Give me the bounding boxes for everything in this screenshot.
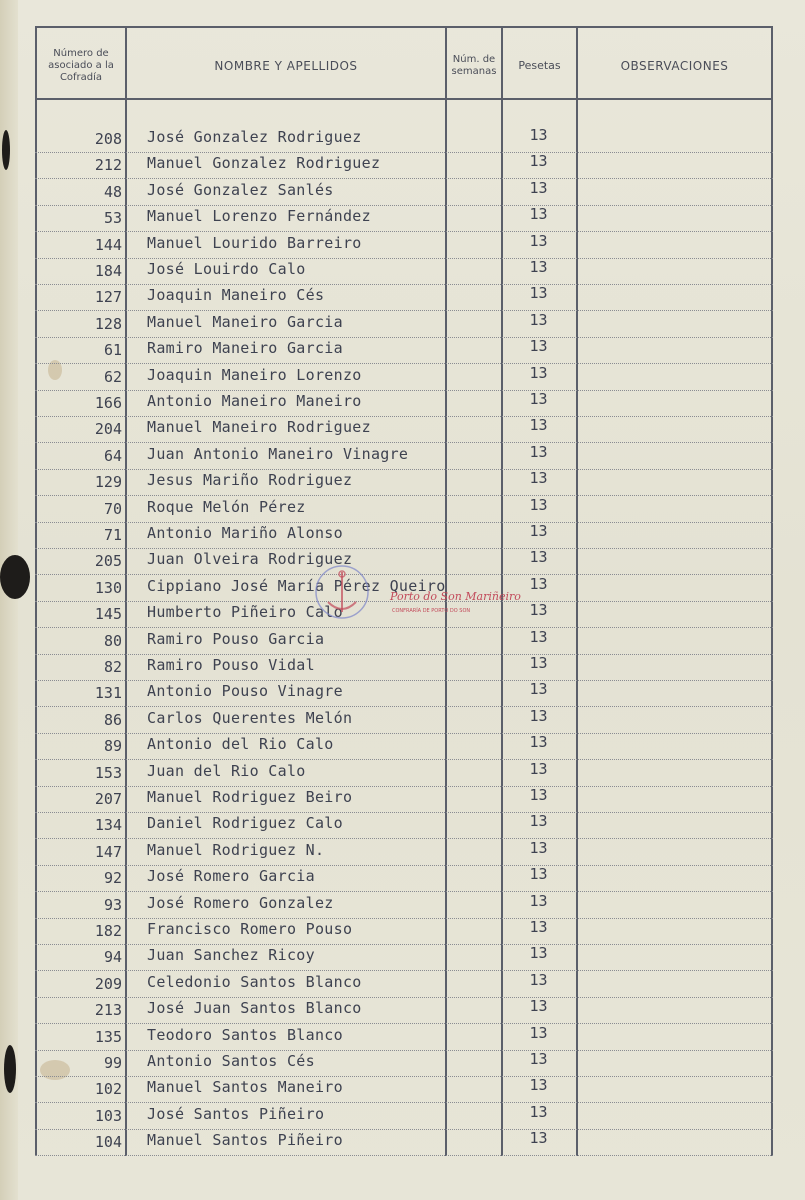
member-name: José Gonzalez Sanlés	[147, 180, 334, 199]
pesetas-amount: 13	[529, 918, 548, 936]
member-number: 82	[103, 658, 122, 676]
table-row	[35, 364, 773, 391]
member-number: 147	[94, 842, 122, 861]
stamp-title: Porto do Son Mariñeiro	[390, 590, 521, 603]
table-row	[35, 416, 773, 443]
member-name: Joaquin Maneiro Cés	[147, 286, 325, 305]
ink-blot	[0, 555, 30, 599]
table-row	[35, 232, 773, 259]
member-number: 129	[94, 473, 122, 492]
pesetas-amount: 13	[529, 1023, 548, 1042]
member-name: Ramiro Maneiro Garcia	[147, 339, 343, 358]
pesetas-amount: 13	[529, 205, 548, 224]
member-name: Antonio Pouso Vinagre	[147, 682, 343, 701]
member-number: 209	[94, 974, 122, 993]
header-weeks	[447, 32, 501, 100]
member-number: 130	[94, 578, 122, 597]
pesetas-amount: 13	[529, 1129, 548, 1148]
member-number: 127	[94, 288, 122, 307]
table-row	[35, 1050, 773, 1077]
member-name: Juan Olveira Rodriguez	[147, 550, 353, 569]
member-number: 53	[103, 209, 122, 228]
cofradia-stamp	[310, 562, 521, 622]
header-pesetas-text: Pesetas	[518, 59, 561, 72]
member-name: Roque Melón Pérez	[147, 497, 306, 516]
member-name: Antonio del Rio Calo	[147, 735, 334, 754]
member-number: 102	[94, 1080, 122, 1099]
table-row	[35, 126, 773, 153]
table-row	[35, 179, 773, 206]
pesetas-amount: 13	[529, 733, 548, 752]
member-number: 80	[103, 631, 122, 650]
page-edge	[0, 0, 18, 1200]
table-row	[35, 892, 773, 919]
member-name: Manuel Maneiro Rodriguez	[147, 418, 371, 437]
pesetas-amount: 13	[529, 416, 548, 435]
pesetas-amount: 13	[529, 390, 548, 408]
member-name: Manuel Lorenzo Fernández	[147, 207, 371, 226]
table-row	[35, 628, 773, 655]
member-name: Teodoro Santos Blanco	[147, 1025, 343, 1044]
pesetas-amount: 13	[529, 495, 548, 514]
member-name: Manuel Santos Maneiro	[147, 1078, 343, 1097]
pesetas-amount: 13	[529, 838, 548, 857]
table-row	[35, 337, 773, 364]
member-number: 64	[103, 446, 122, 465]
member-name: Manuel Santos Piñeiro	[147, 1131, 343, 1150]
pesetas-amount: 13	[529, 310, 548, 329]
table-row	[35, 469, 773, 496]
member-name: Francisco Romero Pouso	[147, 920, 353, 938]
member-name: Manuel Rodriguez Beiro	[147, 788, 353, 806]
member-name: Manuel Lourido Barreiro	[147, 233, 362, 252]
pesetas-amount: 13	[529, 1050, 548, 1068]
table-row	[35, 812, 773, 839]
table-row	[35, 522, 773, 549]
table-row	[35, 839, 773, 866]
member-name: José Romero Garcia	[147, 867, 315, 886]
member-name: Humberto Piñeiro Calo	[147, 603, 343, 622]
pesetas-amount: 13	[529, 178, 548, 197]
member-number: 99	[103, 1054, 122, 1072]
pesetas-amount: 13	[529, 548, 548, 567]
table-row	[35, 390, 773, 417]
pesetas-amount: 13	[529, 152, 548, 171]
header-pesetas	[503, 32, 576, 100]
member-name: José Santos Piñeiro	[147, 1104, 325, 1123]
header-name	[127, 32, 445, 100]
table-row	[35, 707, 773, 734]
pesetas-amount: 13	[529, 627, 548, 646]
header-number-text: Número de asociado a la Cofradía	[48, 48, 114, 83]
member-name: Manuel Maneiro Garcia	[147, 312, 343, 331]
member-name: Jesus Mariño Rodriguez	[147, 471, 353, 490]
pesetas-amount: 13	[529, 944, 548, 963]
table-row	[35, 865, 773, 892]
table-row	[35, 205, 773, 232]
member-name: Juan Antonio Maneiro Vinagre	[147, 444, 409, 463]
pesetas-amount: 13	[529, 759, 548, 778]
member-number: 145	[94, 605, 122, 624]
stamp-subtitle: CONFRARÍA DE PORTO DO SON	[392, 608, 471, 614]
table-row	[35, 760, 773, 787]
member-number: 131	[94, 684, 122, 703]
pesetas-amount: 13	[529, 442, 548, 461]
pesetas-amount: 13	[529, 654, 548, 672]
member-name: Juan Sanchez Ricoy	[147, 946, 315, 965]
member-number: 166	[94, 394, 122, 412]
table-row	[35, 1076, 773, 1103]
member-name: Juan del Rio Calo	[147, 761, 306, 780]
member-number: 182	[94, 922, 122, 940]
member-number: 207	[94, 790, 122, 808]
pesetas-amount: 13	[529, 522, 548, 540]
table-row	[35, 496, 773, 523]
member-name: Celedonio Santos Blanco	[147, 972, 362, 991]
member-number: 86	[103, 710, 122, 729]
member-number: 92	[103, 869, 122, 888]
table-row	[35, 1129, 773, 1156]
member-name: Joaquin Maneiro Lorenzo	[147, 365, 362, 384]
ink-blot	[2, 130, 10, 170]
member-name: Cippiano José María Pérez Queiro	[147, 576, 446, 595]
ink-blot	[4, 1045, 16, 1093]
table-row	[35, 971, 773, 998]
pesetas-amount: 13	[529, 680, 548, 699]
header-observations	[578, 32, 771, 100]
pesetas-amount: 13	[529, 1102, 548, 1121]
member-name: Manuel Rodriguez N.	[147, 840, 325, 859]
pesetas-amount: 13	[529, 1076, 548, 1095]
pesetas-amount: 13	[529, 706, 548, 725]
member-number: 70	[103, 499, 122, 518]
pesetas-amount: 13	[529, 970, 548, 989]
header-number	[39, 32, 123, 100]
table-row	[35, 786, 773, 813]
member-number: 135	[94, 1027, 122, 1046]
table-row	[35, 944, 773, 971]
table-row	[35, 733, 773, 760]
anchor-seal-icon	[310, 562, 380, 622]
member-number: 144	[94, 235, 122, 254]
table-row	[35, 258, 773, 285]
member-name: Ramiro Pouso Garcia	[147, 629, 325, 648]
member-name: Manuel Gonzalez Rodriguez	[147, 154, 381, 173]
member-number: 48	[103, 182, 122, 201]
table-row	[35, 443, 773, 470]
member-name: Antonio Mariño Alonso	[147, 524, 343, 542]
pesetas-amount: 13	[529, 786, 548, 804]
member-name: Carlos Querentes Melón	[147, 708, 353, 727]
member-number: 128	[94, 314, 122, 333]
pesetas-amount: 13	[529, 601, 548, 620]
member-number: 89	[103, 737, 122, 756]
pesetas-amount: 13	[529, 469, 548, 488]
pesetas-amount: 13	[529, 231, 548, 250]
member-name: Ramiro Pouso Vidal	[147, 656, 315, 674]
member-number: 212	[94, 156, 122, 175]
pesetas-amount: 13	[529, 891, 548, 910]
member-name: José Juan Santos Blanco	[147, 999, 362, 1018]
member-name: José Louirdo Calo	[147, 260, 306, 278]
member-number: 103	[94, 1106, 122, 1125]
pesetas-amount: 13	[529, 363, 548, 382]
member-number: 184	[94, 262, 122, 280]
table-row	[35, 152, 773, 179]
member-number: 208	[94, 130, 122, 148]
header-name-text: NOMBRE Y APELLIDOS	[214, 59, 358, 73]
table-row	[35, 680, 773, 707]
pesetas-amount: 13	[529, 574, 548, 593]
member-number: 205	[94, 552, 122, 571]
header-observations-text: OBSERVACIONES	[620, 59, 729, 73]
member-number: 153	[94, 763, 122, 782]
member-number: 213	[94, 1001, 122, 1020]
member-number: 71	[103, 526, 122, 544]
member-number: 93	[103, 895, 122, 914]
table-row	[35, 654, 773, 681]
header-weeks-text: Núm. de semanas	[451, 54, 497, 77]
member-number: 62	[103, 367, 122, 386]
member-number: 94	[103, 948, 122, 967]
member-name: Daniel Rodriguez Calo	[147, 814, 343, 833]
pesetas-amount: 13	[529, 812, 548, 831]
member-name: José Romero Gonzalez	[147, 893, 334, 912]
top-border	[35, 26, 773, 28]
pesetas-amount: 13	[529, 258, 548, 276]
table-row	[35, 1103, 773, 1130]
table-row	[35, 997, 773, 1024]
table-row	[35, 284, 773, 311]
member-number: 61	[103, 341, 122, 360]
pesetas-amount: 13	[529, 284, 548, 303]
pesetas-amount: 13	[529, 337, 548, 356]
pesetas-amount: 13	[529, 865, 548, 884]
member-number: 104	[94, 1133, 122, 1152]
member-name: José Gonzalez Rodriguez	[147, 128, 362, 146]
member-name: Antonio Santos Cés	[147, 1052, 315, 1070]
table-row	[35, 1024, 773, 1051]
member-number: 204	[94, 420, 122, 439]
table-row	[35, 311, 773, 338]
member-name: Antonio Maneiro Maneiro	[147, 392, 362, 410]
pesetas-amount: 13	[529, 126, 548, 144]
member-number: 134	[94, 816, 122, 835]
pesetas-amount: 13	[529, 997, 548, 1016]
table-row	[35, 918, 773, 945]
